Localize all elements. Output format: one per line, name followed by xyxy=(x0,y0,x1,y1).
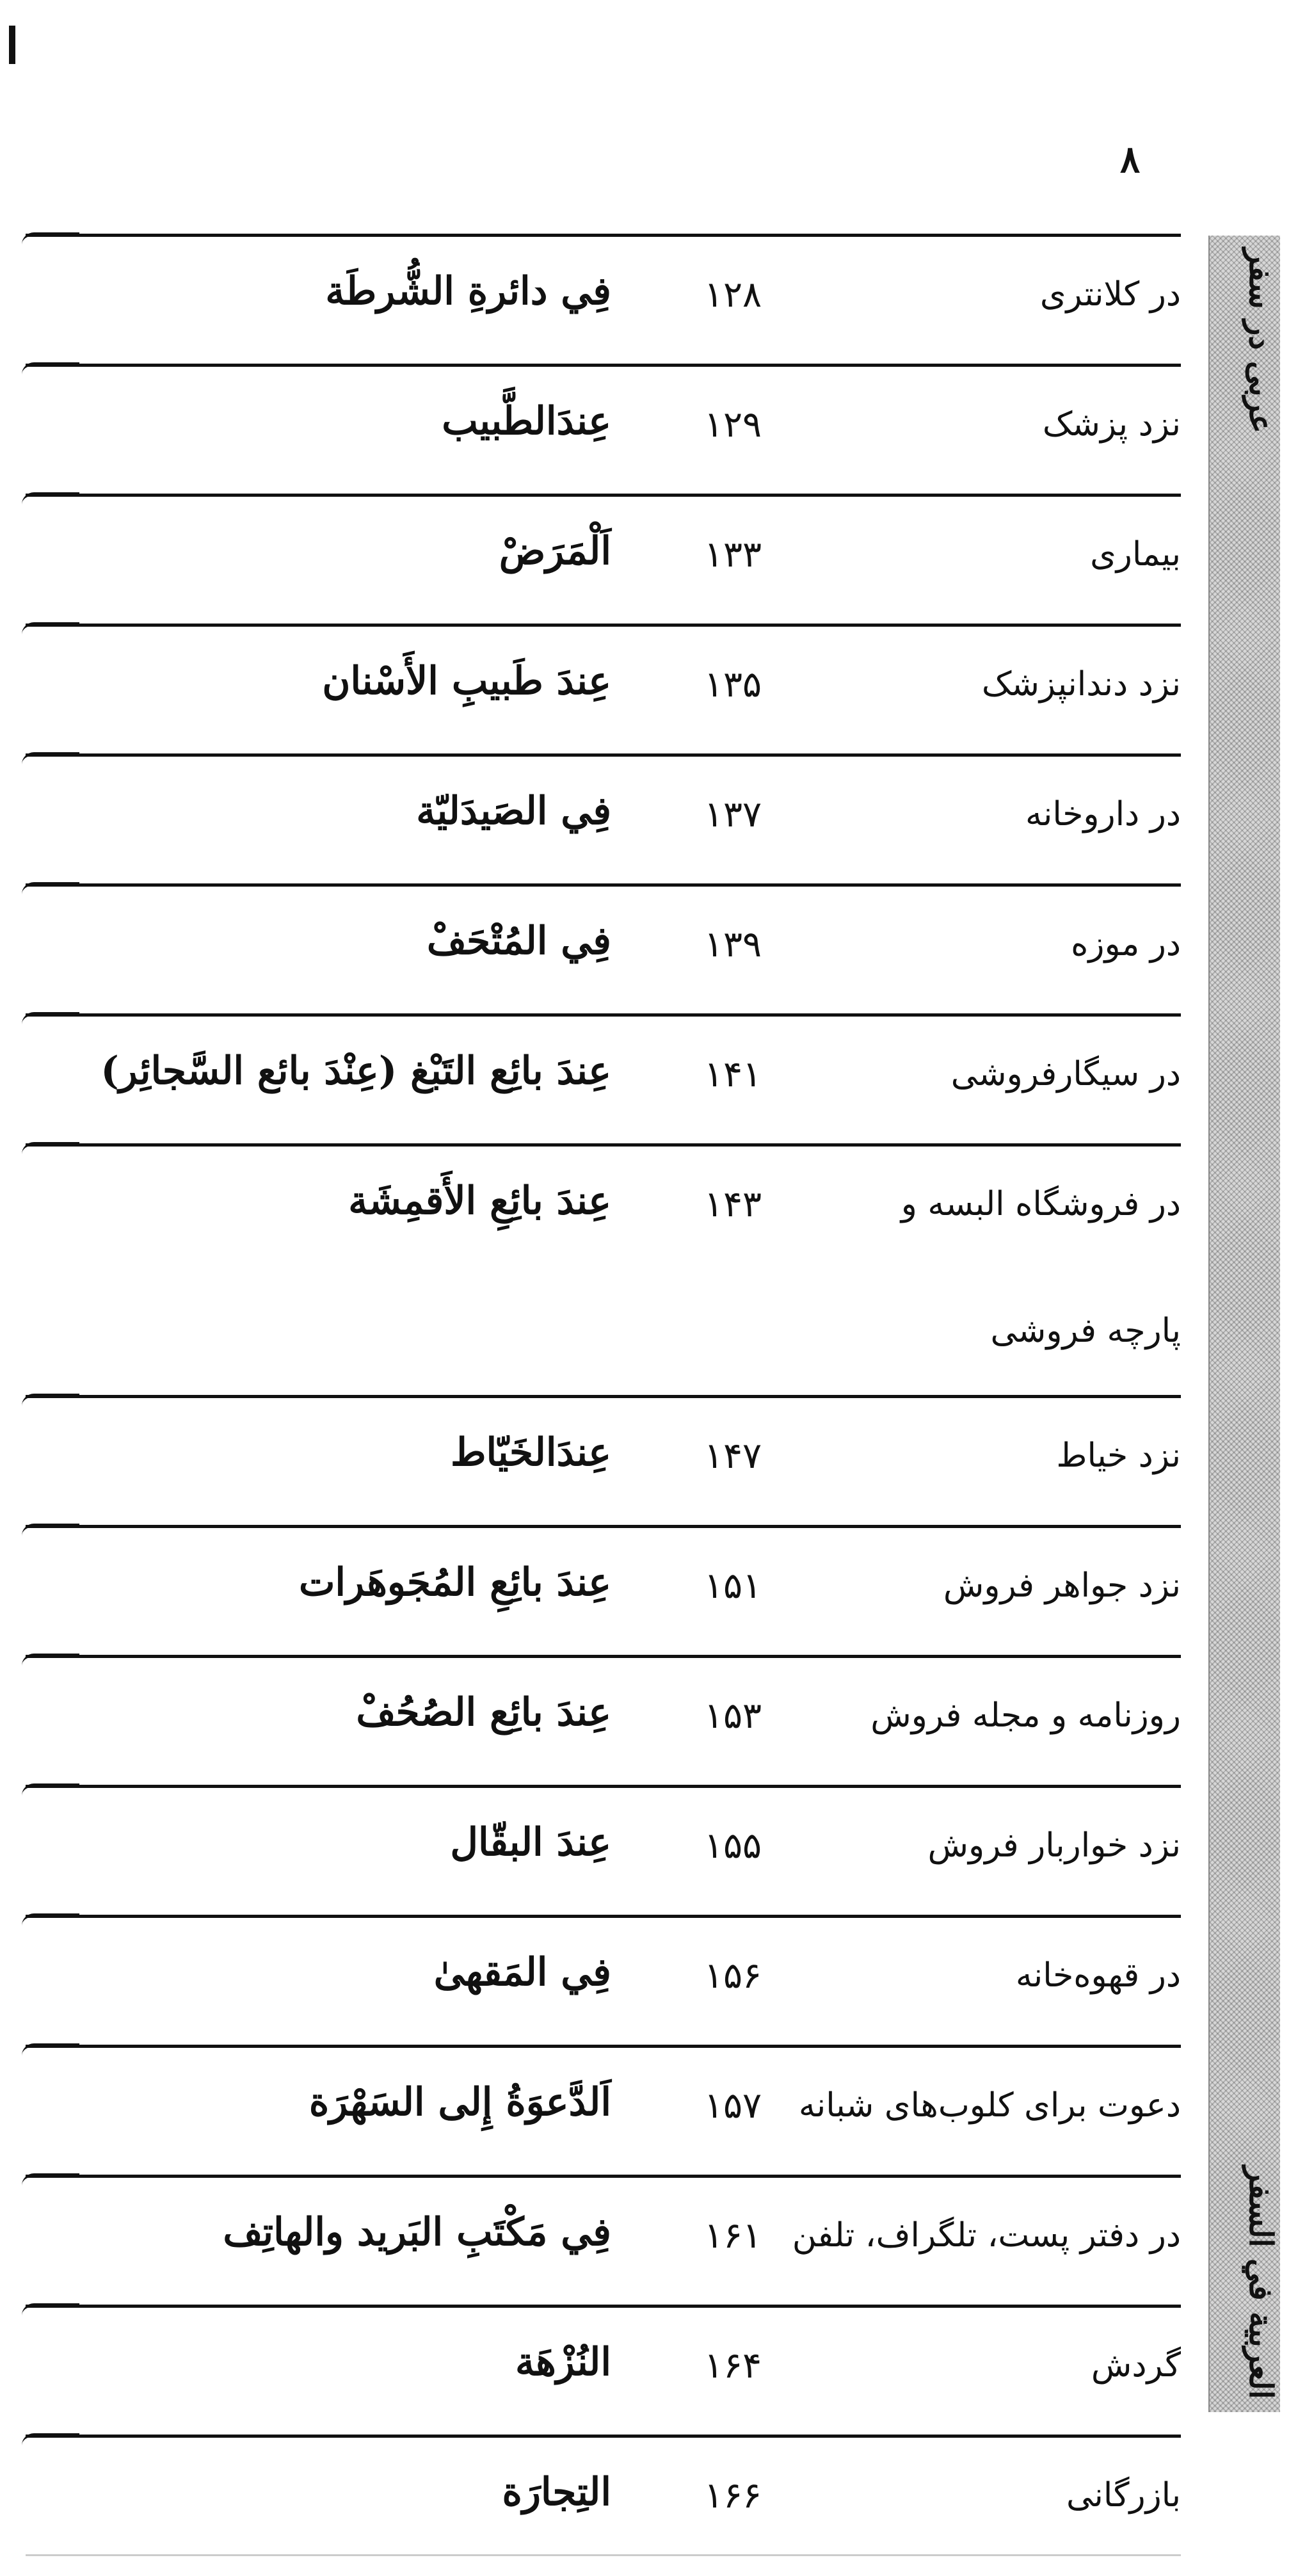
arabic-title: اَلْمَرَضْ xyxy=(499,529,611,574)
arabic-title: عِندَالخَيّاط xyxy=(451,1430,611,1475)
arabic-title: فِي المَقهىٰ xyxy=(433,1950,611,1995)
page-ref: ۱۵۳ xyxy=(703,1695,762,1737)
page-ref: ۱۴۳ xyxy=(703,1184,762,1225)
toc-row xyxy=(26,1013,1181,1143)
toc-row xyxy=(26,753,1181,883)
side-band xyxy=(1208,236,1280,2412)
arabic-title: فِي دائرةِ الشُّرطَة xyxy=(325,269,611,314)
page-ref: ۱۴۱ xyxy=(703,1054,762,1095)
toc-row xyxy=(26,2435,1181,2564)
page-ref: ۱۶۱ xyxy=(703,2215,762,2257)
toc-row xyxy=(26,2305,1181,2435)
toc-row xyxy=(26,624,1181,753)
page-ref: ۱۲۹ xyxy=(703,404,762,446)
persian-title: در کلانتری xyxy=(1039,275,1181,314)
arabic-title: النُزْهَة xyxy=(515,2340,611,2385)
page-ref: ۱۶۴ xyxy=(703,2345,762,2387)
page-ref: ۱۳۳ xyxy=(703,534,762,576)
side-title-bottom: العربية في السفر xyxy=(1242,2166,1280,2399)
arabic-title: فِي الصَيدَليّة xyxy=(416,789,611,833)
persian-title: دعوت برای کلوب‌های شبانه xyxy=(798,2086,1181,2125)
page-ref: ۱۵۶ xyxy=(703,1955,762,1997)
arabic-title: عِندَ بائِع التَبْغ (عِنْدَ بائع السَّجائِر) xyxy=(100,1049,611,1093)
toc-row xyxy=(26,364,1181,494)
toc-row xyxy=(26,2045,1181,2175)
page-ref: ۱۵۵ xyxy=(703,1825,762,1867)
toc-row xyxy=(26,1785,1181,1915)
persian-title: نزد پزشک xyxy=(1042,405,1181,444)
arabic-title: عِندَالطَّبيب xyxy=(442,399,611,444)
corner-mark xyxy=(9,26,15,64)
toc-row xyxy=(26,234,1181,364)
persian-title: در دفتر پست، تلگراف، تلفن xyxy=(792,2216,1181,2255)
persian-title: نزد دندانپزشک xyxy=(981,665,1181,704)
persian-title: در سیگارفروشی xyxy=(950,1055,1181,1093)
arabic-title: عِندَ بائِعِ الأَقمِشَة xyxy=(348,1179,611,1223)
page-ref: ۱۶۶ xyxy=(703,2475,762,2516)
arabic-title: فِي مَكْتَبِ البَريد والهاتِف xyxy=(223,2210,611,2255)
toc-row xyxy=(26,1143,1181,1273)
toc-row xyxy=(26,494,1181,624)
table-of-contents xyxy=(26,234,1181,2564)
arabic-title: عِندَ بائِع الصُحُفْ xyxy=(356,1690,611,1735)
page-ref: ۱۳۹ xyxy=(703,924,762,965)
side-title-top: عربى در سفر xyxy=(1242,248,1280,434)
page-ref: ۱۴۷ xyxy=(703,1435,762,1477)
persian-title: نزد جواهر فروش xyxy=(943,1566,1181,1605)
toc-row-continuation xyxy=(26,1273,1181,1395)
persian-title: در فروشگاه البسه و xyxy=(901,1185,1181,1223)
page-ref: ۱۲۸ xyxy=(703,274,762,316)
arabic-title: عِندَ بائِعِ المُجَوهَرات xyxy=(298,1560,611,1605)
arabic-title: التِجارَة xyxy=(502,2470,611,2515)
persian-title: گردش xyxy=(1091,2346,1181,2385)
persian-title: در موزه xyxy=(1071,925,1181,963)
page-bottom-rule xyxy=(26,2554,1181,2556)
page-number: ٨ xyxy=(1120,138,1141,181)
page-ref: ۱۵۱ xyxy=(703,1565,762,1607)
toc-row xyxy=(26,1525,1181,1655)
persian-title: روزنامه و مجله فروش xyxy=(870,1696,1181,1735)
toc-row xyxy=(26,1915,1181,2045)
toc-row xyxy=(26,883,1181,1013)
persian-title: بازرگانی xyxy=(1066,2476,1181,2515)
persian-title: در قهوه‌خانه xyxy=(1015,1956,1181,1995)
page-ref: ۱۵۷ xyxy=(703,2085,762,2127)
toc-row xyxy=(26,1655,1181,1785)
persian-title: نزد خیاط xyxy=(1056,1437,1181,1475)
persian-title: در داروخانه xyxy=(1025,795,1181,833)
toc-row xyxy=(26,1395,1181,1525)
page-ref: ۱۳۷ xyxy=(703,794,762,835)
arabic-title: اَلدَّعوَةُ إِلى السَهْرَة xyxy=(308,2080,611,2125)
persian-title: نزد خواربار فروش xyxy=(927,1826,1181,1865)
arabic-title: عِندَ البقّال xyxy=(450,1820,611,1865)
persian-title: پارچه فروشی xyxy=(990,1312,1181,1350)
persian-title: بیماری xyxy=(1090,535,1181,574)
arabic-title: فِي المُتْحَفْ xyxy=(426,919,611,963)
toc-row xyxy=(26,2175,1181,2305)
page-ref: ۱۳۵ xyxy=(703,664,762,705)
arabic-title: عِندَ طَبيبِ الأَسْنان xyxy=(322,659,611,704)
